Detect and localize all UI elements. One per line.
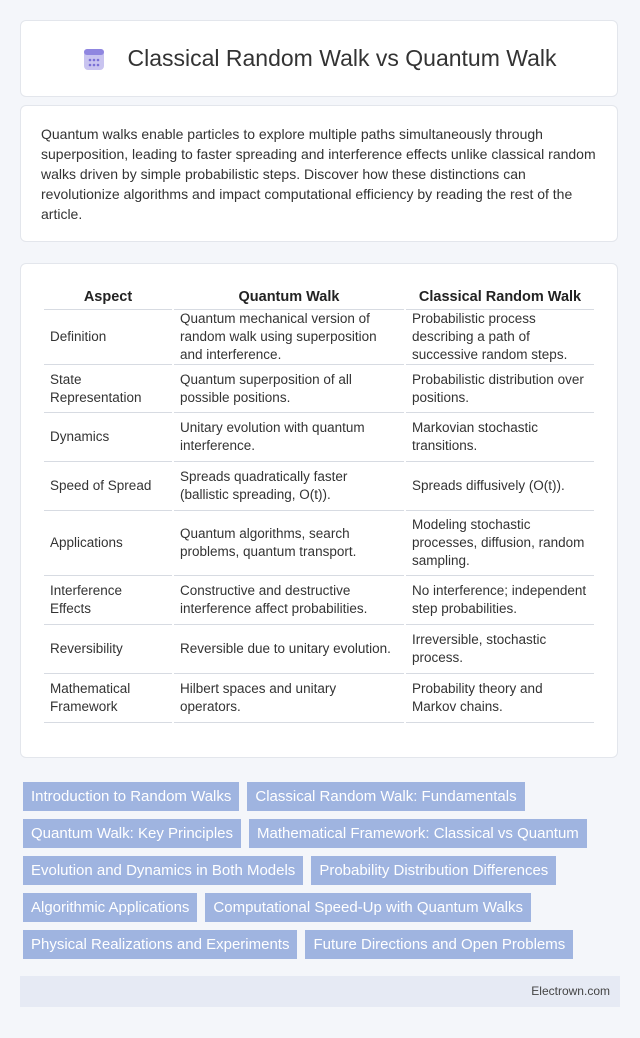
table-row (44, 625, 594, 674)
table-cell: Probabilistic process describing a path of successive random steps. (406, 310, 594, 365)
table-cell: Unitary evolution with quantum interference. (174, 413, 404, 462)
table-row (44, 462, 594, 511)
page-title: Classical Random Walk vs Quantum Walk (127, 45, 557, 71)
table-cell: Reversible due to unitary evolution. (174, 625, 404, 674)
table-cell: Markovian stochastic transitions. (406, 413, 594, 462)
document-icon (81, 46, 107, 72)
table-cell: Hilbert spaces and unitary operators. (174, 674, 404, 723)
intro-card (20, 105, 618, 242)
column-header: Quantum Walk (174, 284, 404, 310)
table-cell: Probability theory and Markov chains. (406, 674, 594, 723)
topic-tag[interactable]: Quantum Walk: Key Principles (23, 819, 241, 848)
table-cell: Speed of Spread (44, 462, 172, 511)
table-cell: Definition (44, 310, 172, 365)
table-cell: Mathematical Framework (44, 674, 172, 723)
table-cell: Modeling stochastic processes, diffusion, random sampling. (406, 511, 594, 576)
table-row (44, 674, 594, 723)
topic-tag[interactable]: Evolution and Dynamics in Both Models (23, 856, 303, 885)
topic-tag[interactable]: Computational Speed-Up with Quantum Walks (205, 893, 531, 922)
table-row (44, 413, 594, 462)
comparison-table (42, 284, 596, 723)
table-row (44, 310, 594, 365)
title-card (20, 20, 618, 97)
table-cell: Irreversible, stochastic process. (406, 625, 594, 674)
table-cell: Quantum algorithms, search problems, quantum transport. (174, 511, 404, 576)
table-cell: Probabilistic distribution over positions. (406, 365, 594, 413)
topic-tag[interactable]: Mathematical Framework: Classical vs Quantum (249, 819, 587, 848)
table-cell: Reversibility (44, 625, 172, 674)
footer (20, 976, 620, 1007)
table-cell: Applications (44, 511, 172, 576)
table-row (44, 576, 594, 625)
table-cell: Spreads diffusively (O(t)). (406, 462, 594, 511)
table-row (44, 365, 594, 413)
table-cell: No interference; independent step probabilities. (406, 576, 594, 625)
table-cell: Quantum superposition of all possible positions. (174, 365, 404, 413)
topic-tag[interactable]: Physical Realizations and Experiments (23, 930, 297, 959)
table-row (44, 511, 594, 576)
table-cell: Dynamics (44, 413, 172, 462)
column-header: Classical Random Walk (406, 284, 594, 310)
table-header-row (44, 284, 594, 310)
intro-text: Quantum walks enable particles to explore multiple paths simultaneously through superposition, leading to faster spreading and interference effects unlike classical random walks driven by simple probabilistic steps. Discover how these distinctions can revolutionize algorithms and impact computational efficiency by reading the rest of the article. (41, 126, 596, 222)
topic-tag[interactable]: Future Directions and Open Problems (305, 930, 573, 959)
table-cell: Quantum mechanical version of random walk using superposition and interference. (174, 310, 404, 365)
comparison-table-card (20, 263, 618, 758)
footer-text: Electrown.com (531, 984, 610, 998)
topic-tags (23, 782, 623, 959)
topic-tag[interactable]: Classical Random Walk: Fundamentals (247, 782, 524, 811)
topic-tag[interactable]: Introduction to Random Walks (23, 782, 239, 811)
table-cell: State Representation (44, 365, 172, 413)
column-header: Aspect (44, 284, 172, 310)
topic-tag[interactable]: Algorithmic Applications (23, 893, 197, 922)
table-cell: Interference Effects (44, 576, 172, 625)
table-cell: Spreads quadratically faster (ballistic spreading, O(t)). (174, 462, 404, 511)
table-cell: Constructive and destructive interference affect probabilities. (174, 576, 404, 625)
topic-tag[interactable]: Probability Distribution Differences (311, 856, 556, 885)
